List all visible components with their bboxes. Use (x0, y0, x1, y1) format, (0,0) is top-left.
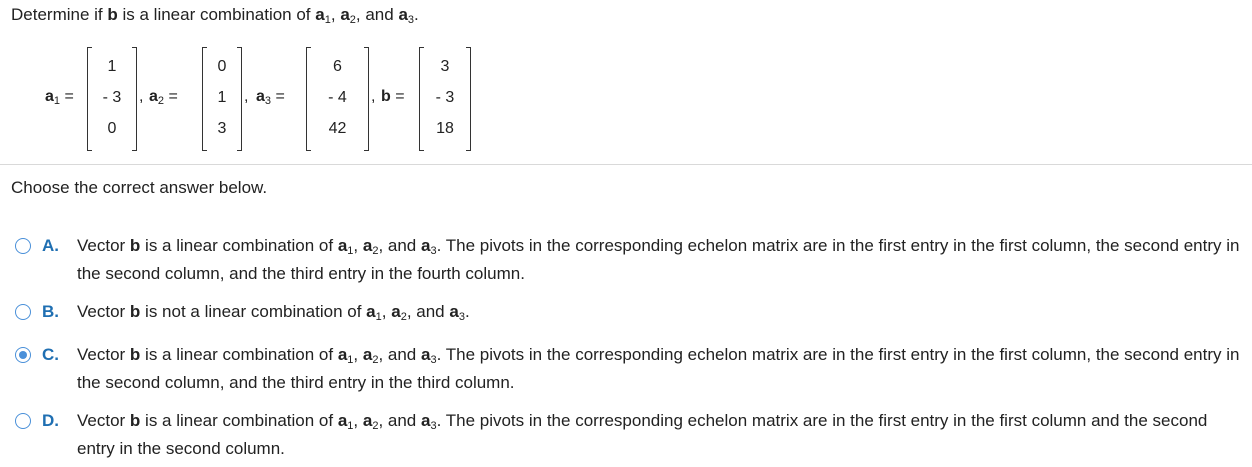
matrix-entry: - 4 (328, 89, 347, 106)
option-letter: C. (42, 345, 59, 364)
b-label: b = (381, 88, 405, 105)
comma: , (244, 88, 249, 105)
option-text: Vector b is a linear combination of $a_1$, $a_2$, and $a_3$. The pivots in the corresponding echelon matrix are in the first entry in the first column and the second entry in the second column. (77, 411, 1208, 458)
radio-button-icon[interactable] (15, 304, 31, 320)
vector-a1 (87, 47, 137, 151)
vector-b (419, 47, 471, 151)
matrix-entry: 1 (217, 89, 227, 106)
answer-prompt: Choose the correct answer below. (11, 178, 268, 197)
option-letter: A. (42, 236, 59, 255)
option-a[interactable] (42, 232, 1247, 288)
option-d[interactable] (42, 407, 1247, 463)
option-letter: B. (42, 302, 59, 321)
matrix-entry: 1 (107, 58, 117, 75)
vector-a3 (306, 47, 369, 151)
option-c[interactable] (42, 341, 1247, 397)
option-b[interactable] (42, 298, 1247, 326)
radio-button-icon[interactable] (15, 347, 31, 363)
vector-a2 (202, 47, 242, 151)
radio-button-icon[interactable] (15, 413, 31, 429)
comma: , (139, 88, 144, 105)
option-letter: D. (42, 411, 59, 430)
vector-definitions (45, 47, 485, 151)
matrix-entry: - 3 (435, 89, 455, 106)
matrix-entry: 6 (333, 58, 342, 75)
option-text: Vector b is a linear combination of $a_1$, $a_2$, and $a_3$. The pivots in the corresponding echelon matrix are in the first entry in the first column, the second entry in the second column, and the third entry in the fourth column. (77, 236, 1240, 283)
matrix-entry: 0 (107, 120, 117, 137)
matrix-entry: 0 (217, 58, 227, 75)
a2-label: $a_2$ = (149, 88, 178, 107)
matrix-entry: 42 (328, 120, 347, 137)
matrix-entry: - 3 (102, 89, 122, 106)
comma: , (371, 88, 376, 105)
a1-label: $a_1$ = (45, 88, 74, 107)
option-text: Vector b is not a linear combination of $a_1$, $a_2$, and $a_3$. (77, 302, 470, 323)
radio-button-icon[interactable] (15, 238, 31, 254)
question-text: Determine if b is a linear combination of $a_1$, $a_2$, and $a_3$. (11, 5, 419, 26)
matrix-entry: 3 (217, 120, 227, 137)
matrix-entry: 3 (440, 58, 450, 75)
option-text: Vector b is a linear combination of $a_1$, $a_2$, and $a_3$. The pivots in the corresponding echelon matrix are in the first entry in the first column, the second entry in the second column, and the third entry in the third column. (77, 345, 1240, 392)
matrix-entry: 18 (436, 120, 454, 137)
a3-label: $a_3$ = (256, 88, 285, 107)
section-divider (0, 164, 1252, 165)
